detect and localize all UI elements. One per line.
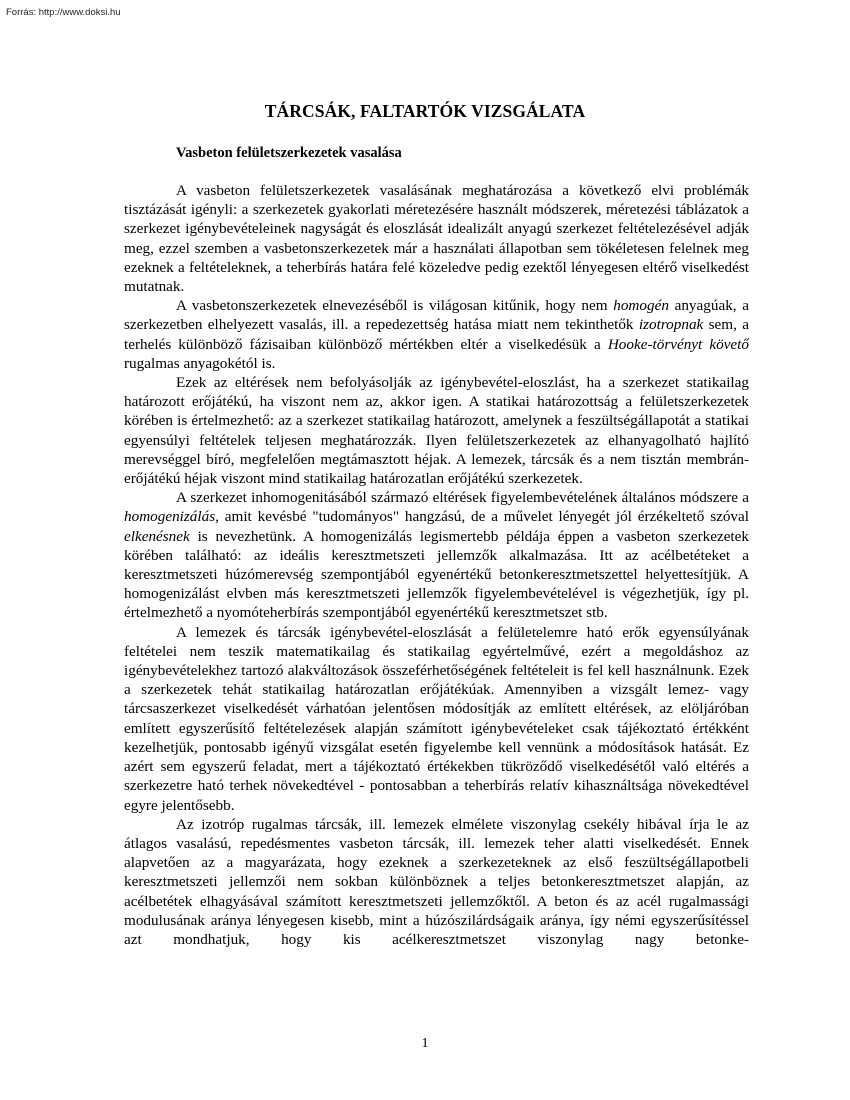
paragraph (124, 296, 749, 373)
paragraph-text: A vasbeton felületszerkezetek vasalásának meghatározása a következő elvi problémák tisztázását igényli: a szerkezetek gyakorlati méretezésére használt módszerek, méretezési táblázatok a szerkezet igénybevételeinek nagyságát és eloszlását idealizált anyagú szerkezet feltételezésével adják meg, ezzel szemben a vasbetonszerkezetek már a használati állapotban sem tökéletesen felelnek meg ezeknek a feltételeknek, a teherbírás határa felé közeledve pedig ezektől lényegesen eltérő viselkedést mutatnak. (124, 182, 749, 296)
page-number: 1 (421, 1036, 429, 1051)
paragraph-text: A vasbetonszerkezetek elnevezéséből is világosan kitűnik, hogy nem (176, 297, 614, 315)
paragraph-text: Az izotróp rugalmas tárcsák, ill. lemezek elmélete viszonylag csekély hibával írja le az átlagos vasalású, repedésmentes vasbeton tárcsák, ill. lemezek teher alatti viselkedését. Ennek alapvetően az a magyarázata, hogy ezeknek a szerkezeteknek az első feszültségállapotbeli keresztmetszeti jellemzői nem sokban különböznek a teljes betonkeresztmetszet alapján, az acélbetétek elhagyásával számított keresztmetszeti jellemzőktől. A beton és az acél rugalmassági modulusának aránya lényegesen kisebb, mint a húzószilárdságaik aránya, így némi egyszerűsítéssel azt mondhatjuk, hogy kis acélkeresztmetszet viszonylag nagy betonke- (124, 815, 749, 948)
section-heading: Vasbeton felületszerkezetek vasalása (176, 145, 402, 161)
body-text (124, 181, 749, 949)
paragraph-text: A szerkezet inhomogenitásából származó eltérések figyelembevételének általános módszere a (176, 489, 749, 507)
paragraph-text: sem, a terhelés különböző fázisaiban különböző mértékben eltér a viselkedésük a (124, 316, 749, 353)
italic-term: homogén (613, 297, 669, 315)
paragraph (124, 623, 749, 815)
paragraph (124, 488, 749, 622)
paragraph (124, 815, 749, 949)
italic-term: Hooke-törvényt követő (607, 335, 749, 353)
paragraph (124, 373, 749, 488)
paragraph-text: is nevezhetünk. A homogenizálás legismertebb példája éppen a vasbeton szerkezetek körében található: az ideális keresztmetszeti jellemzők alkalmazása. Itt az acélbetéteket a keresztmetszeti húzómerevség szempontjából egyenértékű betonkeresztmetszettel helyettesítjük. A homogenizálást elvben más keresztmetszeti jellemzők figyelembevételével is végezhetjük, így pl. értelmezhető a nyomóteherbírás szempontjából egyenértékű keresztmetszet stb. (124, 527, 749, 622)
paragraph-text: Ezek az eltérések nem befolyásolják az igénybevétel-eloszlást, ha a szerkezet statikailag határozott erőjátékú, ha viszont nem az, akkor igen. A statikai határozottság a felületszerkezetek körében is értelmezhető: az a szerkezet statikailag határozott, amelynek a feszültségállapotát a statikai egyensúlyi feltételek teljesen meghatározzák. Ilyen felületszerkezetek az elhanyagolható hajlító merevséggel bíró, megfelelően megtámasztott héjak. A lemezek, tárcsák és a nem tisztán membrán-erőjátékú héjak viszont mind statikailag határozatlan erőjátékú szerkezetek. (124, 374, 749, 488)
source-note: Forrás: http://www.doksi.hu (6, 7, 121, 18)
italic-term: elkenésnek (124, 527, 190, 545)
paragraph-text: rugalmas anyagokétól is. (124, 354, 276, 372)
paragraph (124, 181, 749, 296)
italic-term: izotropnak (638, 316, 704, 334)
italic-term: homogenizálás (124, 508, 216, 526)
paragraph-text: anyagúak, a szerkezetben elhelyezett vasalás, ill. a repedezettség hatása miatt nem tekinthetők (124, 297, 750, 334)
paragraph-text: , amit kevésbé "tudományos" hangzású, de a művelet lényegét jól érzékeltető szóval (215, 508, 749, 526)
paragraph-text: A lemezek és tárcsák igénybevétel-eloszlását a felületelemre ható erők egyensúlyának feltételei nem teszik matematikailag és statikailag egyértelművé, ezért a megoldáshoz az igénybevételekhez tartozó alakváltozások összeférhetőségének feltételeit is fel kell használnunk. Ezek a szerkezetek tehát statikailag határozatlan erőjátékúak. Amennyiben a vizsgált lemez- vagy tárcsaszerkezet viselkedését várhatóan jelentősen módosítják az említett eltérések, az elöljáróban említett egyszerűsítő feltételezések alapján számított igénybevételeket csak tájékoztató értékként kezelhetjük, pontosabb igényű vizsgálat esetén figyelembe kell vennünk a módosítások hatását. Ez azért sem egyszerű feladat, mert a tájékoztató értékekben tükröződő viselkedésétől való eltérés a szerkezetre ható terhek növekedtével - pontosabban a teherbírás relatív kihasználtsága növekedtével egyre jelentősebb. (124, 623, 749, 814)
page-title: TÁRCSÁK, FALTARTÓK VIZSGÁLATA (264, 101, 586, 121)
